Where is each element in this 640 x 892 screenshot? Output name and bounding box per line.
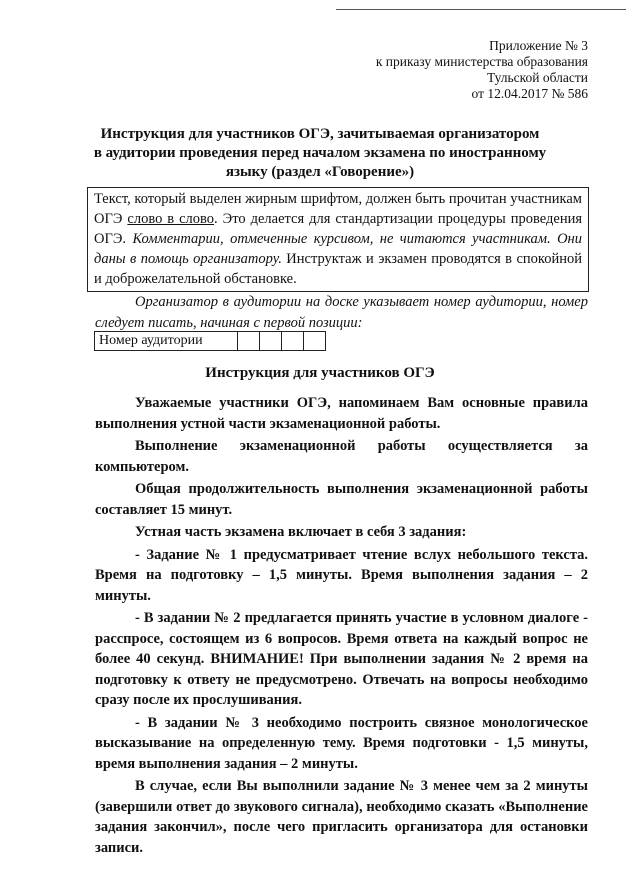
notice-underlined: слово в слово: [127, 211, 215, 227]
paragraph: - Задание № 1 предусматривает чтение вслух небольшого текста. Время на подготовку – 1,5 минуты. Время выполнения задания – 2 минуты.: [95, 546, 588, 604]
appendix-order: к приказу министерства образования: [375, 54, 588, 69]
organizer-note: Организатор в аудитории на доске указывает номер аудитории, номер следует писать, начиная с первой позиции:: [95, 294, 588, 331]
document-title: [80, 125, 560, 182]
section-title: Инструкция для участников ОГЭ: [205, 365, 435, 381]
room-digit-cell: [238, 332, 260, 350]
appendix-header: [376, 38, 588, 102]
title-line-3: языку (раздел «Говорение»): [225, 164, 415, 180]
appendix-region: Тульской области: [487, 70, 588, 85]
title-line-1: Инструкция для участников ОГЭ, зачитываемая организатором: [100, 126, 540, 142]
room-number-label: Номер аудитории: [95, 332, 238, 350]
room-digit-cell: [260, 332, 282, 350]
paragraph: Общая продолжительность выполнения экзаменационной работы составляет 15 минут.: [95, 481, 588, 518]
instruction-body: [95, 393, 588, 860]
room-number-table: [94, 331, 326, 351]
notice-italic: Комментарии, отмеченные курсивом, не читаются участникам. Они даны в помощь организатору.: [94, 231, 582, 267]
paragraph: - В задании № 2 предлагается принять участие в условном диалоге - расспросе, состоящем из 6 вопросов. Время ответа на каждый вопрос не более 40 секунд. ВНИМАНИЕ! При выполнении задания № 2 время на подготовку к ответу не предусмотрено. Отвечать на вопросы необходимо сразу после их прослушивания.: [95, 610, 588, 708]
room-digit-cell: [304, 332, 325, 350]
appendix-date: от 12.04.2017 № 586: [471, 86, 588, 101]
paragraph: Устная часть экзамена включает в себя 3 задания:: [135, 524, 467, 540]
notice-text-1: Текст, который выделен жирным шрифтом, должен быть прочитан участникам ОГЭ: [94, 191, 582, 227]
paragraph: - В задании № 3 необходимо построить связное монологическое высказывание на определенную тему. Время подготовки - 1,5 минуты, время выполнения задания – 2 минуты.: [95, 714, 588, 772]
notice-text-3: Инструктаж и экзамен проводятся в спокойной и доброжелательной обстановке.: [94, 251, 582, 287]
title-line-2: в аудитории проведения перед началом экзамена по иностранному: [93, 145, 547, 161]
top-border-line: [336, 9, 626, 10]
room-digit-cell: [282, 332, 304, 350]
notice-text-2: . Это делается для стандартизации процедуры проведения ОГЭ.: [94, 211, 583, 247]
paragraph: В случае, если Вы выполнили задание № 3 менее чем за 2 минуты (завершили ответ до звукового сигнала), необходимо сказать «Выполнение задания закончил», после чего пригласить организатора для остановки записи.: [95, 778, 588, 856]
paragraph: Выполнение экзаменационной работы осуществляется за компьютером.: [95, 438, 588, 475]
appendix-number: Приложение № 3: [489, 38, 588, 53]
paragraph: Уважаемые участники ОГЭ, напоминаем Вам основные правила выполнения устной части экзаменационной работы.: [95, 395, 588, 432]
instruction-notice-box: [87, 187, 589, 292]
